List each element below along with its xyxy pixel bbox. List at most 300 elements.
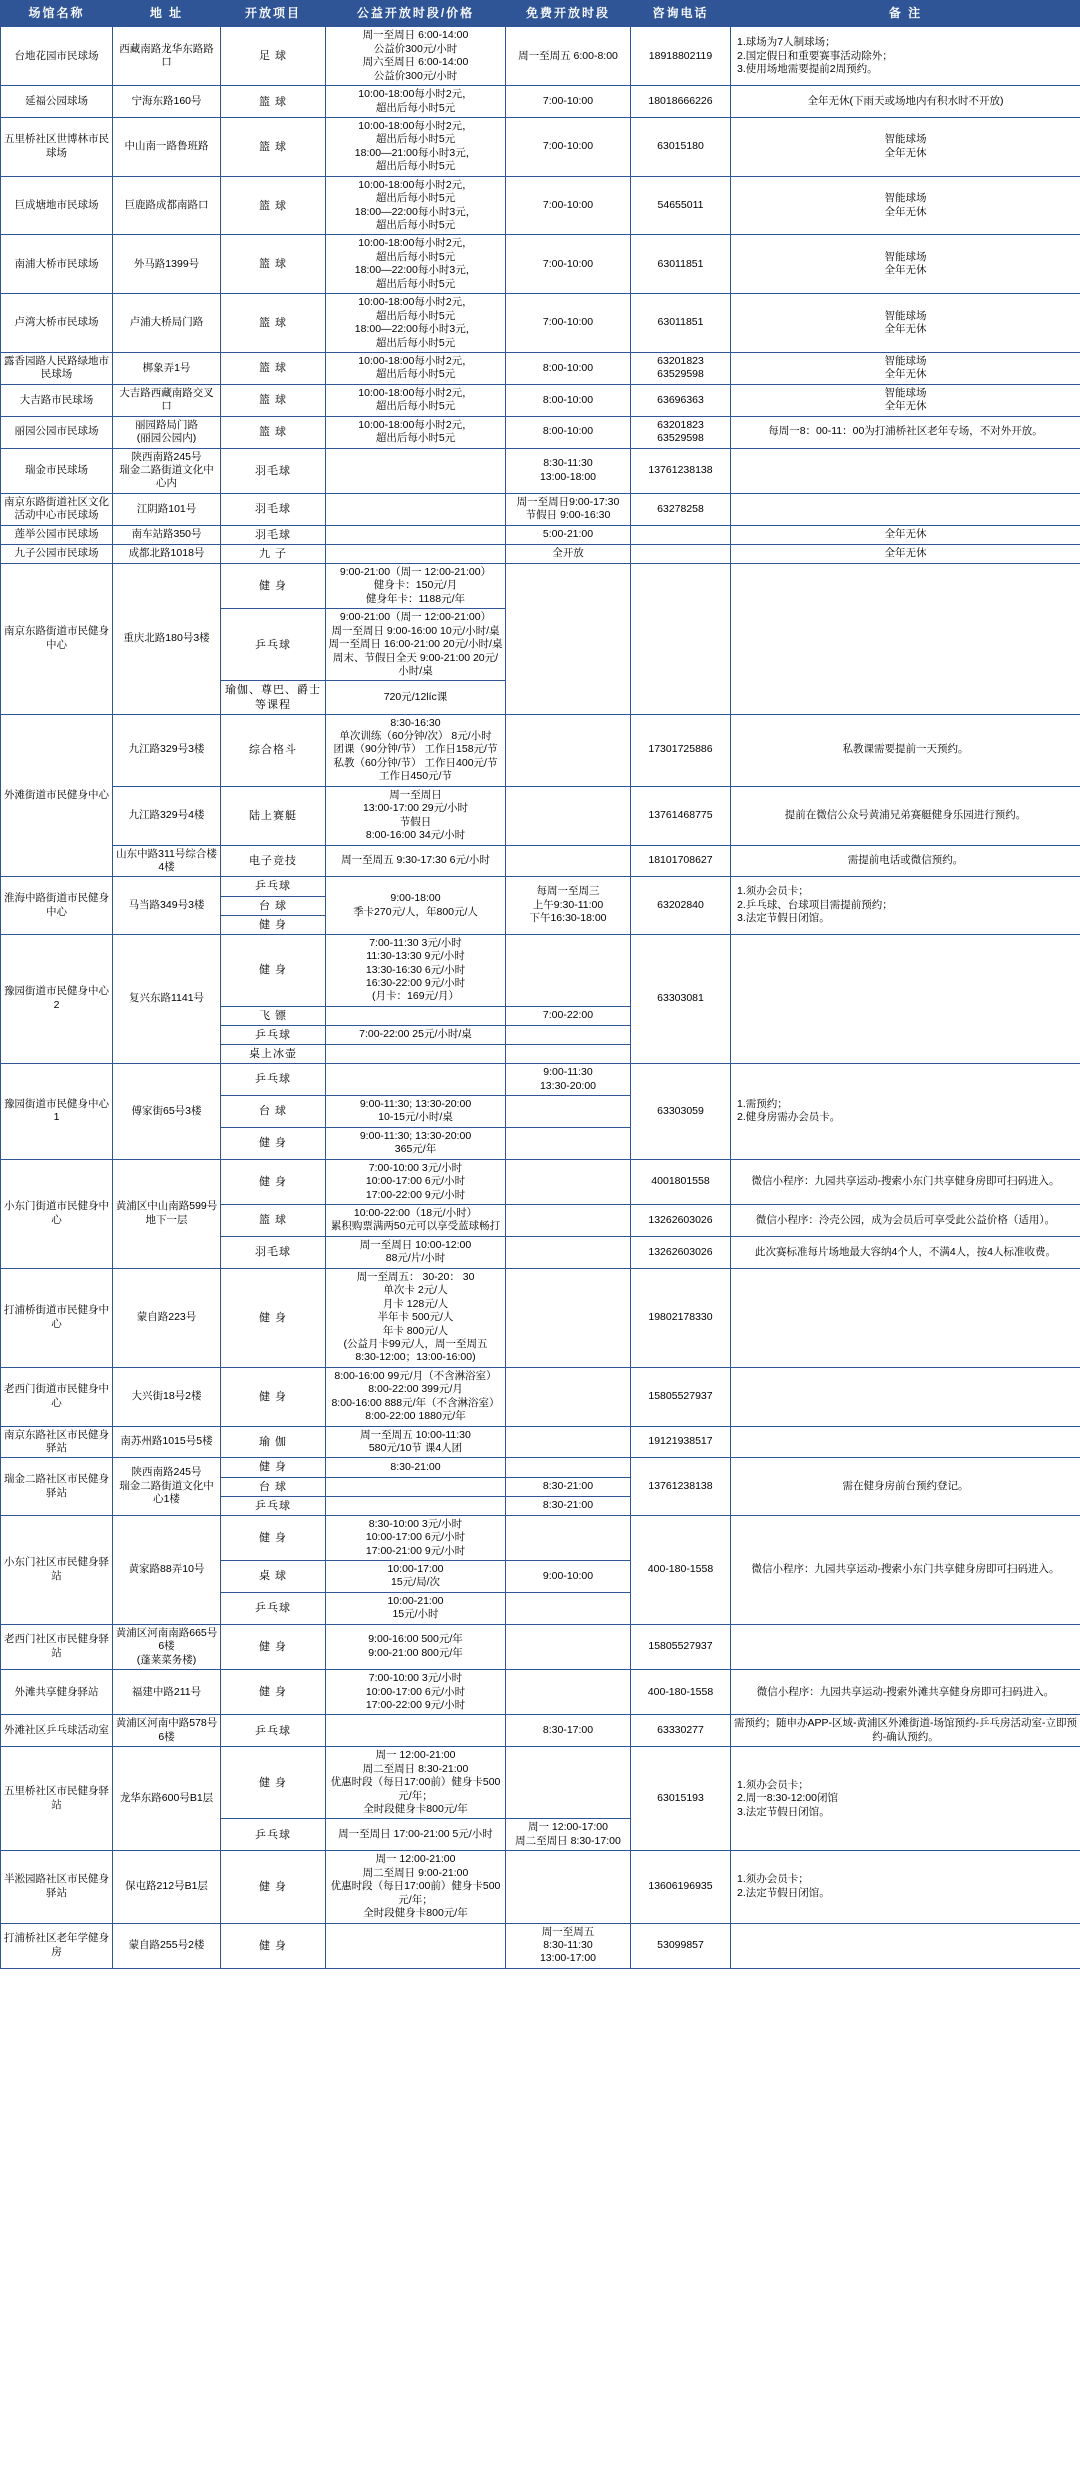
- cell-phone: 63303081: [631, 934, 731, 1063]
- table-row: [1, 1458, 1080, 1477]
- cell-item: 乒乓球: [221, 877, 326, 896]
- header-address: 地 址: [113, 1, 221, 27]
- cell-venue-name: 丽园公园市民球场: [1, 416, 113, 448]
- cell-venue-name: 小东门街道市民健身中心: [1, 1159, 113, 1268]
- cell-phone: 13606196935: [631, 1851, 731, 1923]
- cell-phone: 4001801558: [631, 1159, 731, 1204]
- cell-item: 篮 球: [221, 235, 326, 294]
- cell-note: 1.球场为7人制球场； 2.国定假日和重要赛事活动除外； 3.使用场地需要提前2周预约。: [731, 27, 1080, 86]
- cell-phone: 63011851: [631, 294, 731, 353]
- cell-price: 10:00-18:00每小时2元， 超出后每小时5元 18:00—21:00每小时3元， 超出后每小时5元: [326, 117, 506, 176]
- cell-item: 健 身: [221, 1515, 326, 1560]
- cell-free-time: 5:00-21:00: [506, 525, 631, 544]
- cell-free-time: 7:00-10:00: [506, 86, 631, 118]
- cell-item: 飞 镖: [221, 1006, 326, 1025]
- cell-phone: 13761238138: [631, 1458, 731, 1515]
- cell-free-time: [506, 1458, 631, 1477]
- cell-address: 蒙自路223号: [113, 1268, 221, 1367]
- cell-price: 8:30-21:00: [326, 1458, 506, 1477]
- cell-phone: 18101708627: [631, 845, 731, 877]
- cell-item: 篮 球: [221, 416, 326, 448]
- cell-note: 需在健身房前台预约登记。: [731, 1458, 1080, 1515]
- cell-free-time: 8:30-21:00: [506, 1496, 631, 1515]
- cell-free-time: 9:00-10:00: [506, 1561, 631, 1593]
- cell-address: 南车站路350号: [113, 525, 221, 544]
- cell-address: 陕西南路245号 瑞金二路街道文化中心1楼: [113, 1458, 221, 1515]
- cell-venue-name: 南浦大桥市民球场: [1, 235, 113, 294]
- cell-note: 微信小程序：泠壳公园，成为会员后可享受此公益价格（适用）。: [731, 1205, 1080, 1237]
- cell-phone: 18018666226: [631, 86, 731, 118]
- cell-venue-name: 卢湾大桥市民球场: [1, 294, 113, 353]
- cell-price: [326, 1923, 506, 1968]
- cell-price: 7:00-10:00 3元/小时 10:00-17:00 6元/小时 17:00-22:00 9元/小时: [326, 1670, 506, 1715]
- cell-price: 9:00-21:00（周一 12:00-21:00） 周一至周日 9:00-16:00 10元/小时/桌 周一至周日 16:00-21:00 20元/小时/桌 周末、节假日全天 9:00-21:00 20元/小时/桌: [326, 609, 506, 681]
- table-row: [1, 493, 1080, 525]
- cell-phone: 63015193: [631, 1747, 731, 1851]
- cell-price: [326, 1477, 506, 1496]
- cell-free-time: [506, 1670, 631, 1715]
- cell-price: 10:00-22:00（18元/小时） 累积购票满两50元可以享受蓝球畅打: [326, 1205, 506, 1237]
- cell-free-time: [506, 714, 631, 786]
- cell-price: 周一 12:00-21:00 周二至周日 9:00-21:00 优惠时段（每日17:00前）健身卡500元/年； 全时段健身卡800元/年: [326, 1851, 506, 1923]
- cell-phone: 63201823 63529598: [631, 352, 731, 384]
- cell-free-time: 全开放: [506, 544, 631, 563]
- cell-phone: 63015180: [631, 117, 731, 176]
- cell-note: 智能球场 全年无休: [731, 352, 1080, 384]
- cell-item: 陆上赛艇: [221, 786, 326, 845]
- cell-phone: 13761238138: [631, 448, 731, 493]
- cell-free-time: [506, 786, 631, 845]
- header-name: 场馆名称: [1, 1, 113, 27]
- cell-venue-name: 半淞园路社区市民健身驿站: [1, 1851, 113, 1923]
- cell-price: 10:00-18:00每小时2元， 超出后每小时5元: [326, 416, 506, 448]
- cell-note: 全年无休(下雨天或场地内有积水时不开放): [731, 86, 1080, 118]
- cell-venue-name: 豫园街道市民健身中心2: [1, 934, 113, 1063]
- cell-address: 大兴街18号2楼: [113, 1367, 221, 1426]
- cell-item: 健 身: [221, 1747, 326, 1819]
- cell-note: 微信小程序：九园共享运动-搜索外滩共享健身房即可扫码进入。: [731, 1670, 1080, 1715]
- cell-phone: 19121938517: [631, 1426, 731, 1458]
- cell-address: 宁海东路160号: [113, 86, 221, 118]
- cell-venue-name: 外滩街道市民健身中心: [1, 714, 113, 877]
- table-row: [1, 1923, 1080, 1968]
- cell-address: 成都北路1018号: [113, 544, 221, 563]
- cell-free-time: 9:00-11:30 13:30-20:00: [506, 1064, 631, 1096]
- header-price: 公益开放时段/价格: [326, 1, 506, 27]
- cell-item: 篮 球: [221, 1205, 326, 1237]
- cell-price: 9:00-21:00（周一 12:00-21:00） 健身卡：150元/月 健身年卡：1188元/年: [326, 563, 506, 608]
- cell-phone: [631, 544, 731, 563]
- cell-price: [326, 1045, 506, 1064]
- cell-free-time: 8:30-11:30 13:00-18:00: [506, 448, 631, 493]
- cell-phone: 18918802119: [631, 27, 731, 86]
- cell-price: 7:00-22:00 25元/小时/桌: [326, 1025, 506, 1044]
- cell-phone: 63201823 63529598: [631, 416, 731, 448]
- table-row: [1, 786, 1080, 845]
- table-row: [1, 1851, 1080, 1923]
- table-row: [1, 235, 1080, 294]
- cell-item: 篮 球: [221, 384, 326, 416]
- cell-free-time: 周一至周五 8:30-11:30 13:00-17:00: [506, 1923, 631, 1968]
- cell-venue-name: 老西门街道市民健身中心: [1, 1367, 113, 1426]
- cell-venue-name: 大吉路市民球场: [1, 384, 113, 416]
- cell-address: 黄浦区河南中路578号6楼: [113, 1715, 221, 1747]
- cell-item: 健 身: [221, 934, 326, 1006]
- cell-phone: 15805527937: [631, 1367, 731, 1426]
- cell-venue-name: 老西门社区市民健身驿站: [1, 1624, 113, 1669]
- cell-item: 乒乓球: [221, 1025, 326, 1044]
- table-row: [1, 1268, 1080, 1367]
- cell-price: 周一 12:00-21:00 周二至周日 8:30-21:00 优惠时段（每日17:00前）健身卡500元/年； 全时段健身卡800元/年: [326, 1747, 506, 1819]
- cell-address: 黄浦区河南南路665号6楼 (蓬莱菜务楼): [113, 1624, 221, 1669]
- table-row: [1, 1515, 1080, 1560]
- cell-price: 8:30-16:30 单次训练（60分钟/次） 8元/小时 团课（90分钟/节） 工作日158元/节 私教（60分钟/节） 工作日400元/节 工作日450元/节: [326, 714, 506, 786]
- cell-note: [731, 1268, 1080, 1367]
- cell-venue-name: 瑞金二路社区市民健身驿站: [1, 1458, 113, 1515]
- cell-free-time: [506, 1025, 631, 1044]
- table-row: [1, 416, 1080, 448]
- cell-address: 傅家街65号3楼: [113, 1064, 221, 1160]
- cell-free-time: 7:00-10:00: [506, 176, 631, 235]
- cell-free-time: [506, 1367, 631, 1426]
- cell-free-time: [506, 1045, 631, 1064]
- cell-price: 10:00-18:00每小时2元， 超出后每小时5元: [326, 384, 506, 416]
- cell-free-time: [506, 1624, 631, 1669]
- cell-address: 外马路1399号: [113, 235, 221, 294]
- cell-venue-name: 南京东路街道市民健身中心: [1, 563, 113, 714]
- cell-item: 健 身: [221, 915, 326, 934]
- cell-free-time: [506, 1205, 631, 1237]
- cell-phone: 63330277: [631, 1715, 731, 1747]
- cell-venue-name: 五里桥社区市民健身驿站: [1, 1747, 113, 1851]
- cell-address: 复兴东路1141号: [113, 934, 221, 1063]
- cell-price: 周一至周五 10:00-11:30 580元/10节 课4人团: [326, 1426, 506, 1458]
- cell-free-time: 7:00-22:00: [506, 1006, 631, 1025]
- cell-venue-name: 瑞金市民球场: [1, 448, 113, 493]
- cell-price: 9:00-11:30; 13:30-20:00 365元/年: [326, 1127, 506, 1159]
- cell-item: 台 球: [221, 1477, 326, 1496]
- cell-price: 9:00-11:30; 13:30-20:00 10-15元/小时/桌: [326, 1095, 506, 1127]
- cell-venue-name: 南京东路社区市民健身驿站: [1, 1426, 113, 1458]
- cell-note: [731, 448, 1080, 493]
- cell-free-time: 7:00-10:00: [506, 294, 631, 353]
- cell-free-time: [506, 1426, 631, 1458]
- cell-item: 健 身: [221, 1851, 326, 1923]
- cell-venue-name: 延福公园球场: [1, 86, 113, 118]
- cell-item: 篮 球: [221, 86, 326, 118]
- cell-item: 乒乓球: [221, 1064, 326, 1096]
- table-row: [1, 294, 1080, 353]
- cell-price: 9:00-18:00 季卡270元/人，年800元/人: [326, 877, 506, 934]
- cell-item: 羽毛球: [221, 1236, 326, 1268]
- cell-item: 篮 球: [221, 117, 326, 176]
- cell-item: 健 身: [221, 1367, 326, 1426]
- cell-price: 720元/12líc课: [326, 681, 506, 714]
- cell-price: 10:00-18:00每小时2元， 超出后每小时5元 18:00—22:00每小时3元， 超出后每小时5元: [326, 294, 506, 353]
- cell-address: 马当路349号3楼: [113, 877, 221, 934]
- cell-address: 陕西南路245号 瑞金二路街道文化中心内: [113, 448, 221, 493]
- table-row: [1, 352, 1080, 384]
- table-row: [1, 845, 1080, 877]
- cell-free-time: [506, 845, 631, 877]
- cell-price: 周一至周五 9:30-17:30 6元/小时: [326, 845, 506, 877]
- cell-note: 每周一8：00-11：00为打浦桥社区老年专场，不对外开放。: [731, 416, 1080, 448]
- cell-phone: 63011851: [631, 235, 731, 294]
- cell-item: 健 身: [221, 1268, 326, 1367]
- cell-item: 健 身: [221, 1670, 326, 1715]
- cell-note: 智能球场 全年无休: [731, 117, 1080, 176]
- cell-price: 10:00-18:00每小时2元， 超出后每小时5元: [326, 352, 506, 384]
- cell-item: 健 身: [221, 1458, 326, 1477]
- cell-price: [326, 544, 506, 563]
- cell-price: 10:00-21:00 15元/小时: [326, 1592, 506, 1624]
- cell-note: 智能球场 全年无休: [731, 384, 1080, 416]
- cell-price: [326, 525, 506, 544]
- cell-free-time: 8:00-10:00: [506, 352, 631, 384]
- cell-phone: 17301725886: [631, 714, 731, 786]
- cell-note: 1.需预约； 2.健身房需办会员卡。: [731, 1064, 1080, 1160]
- cell-note: 1.须办会员卡； 2.乒乓球、台球项目需提前预约； 3.法定节假日闭馆。: [731, 877, 1080, 934]
- cell-item: 九 子: [221, 544, 326, 563]
- cell-item: 乒乓球: [221, 1496, 326, 1515]
- cell-phone: 53099857: [631, 1923, 731, 1968]
- cell-free-time: 8:30-21:00: [506, 1477, 631, 1496]
- cell-phone: 63696363: [631, 384, 731, 416]
- cell-item: 篮 球: [221, 176, 326, 235]
- cell-free-time: 周一至周日9:00-17:30 节假日 9:00-16:30: [506, 493, 631, 525]
- cell-item: 羽毛球: [221, 493, 326, 525]
- cell-phone: 13262603026: [631, 1205, 731, 1237]
- cell-price: [326, 1064, 506, 1096]
- cell-note: [731, 493, 1080, 525]
- cell-free-time: 周一至周五 6:00-8:00: [506, 27, 631, 86]
- table-row: [1, 563, 1080, 608]
- table-row: [1, 877, 1080, 896]
- cell-note: [731, 934, 1080, 1063]
- cell-item: 篮 球: [221, 352, 326, 384]
- cell-venue-name: 打浦桥街道市民健身中心: [1, 1268, 113, 1367]
- cell-note: [731, 1624, 1080, 1669]
- cell-note: [731, 1426, 1080, 1458]
- cell-note: [731, 1923, 1080, 1968]
- cell-price: 7:00-11:30 3元/小时 11:30-13:30 9元/小时 13:30-16:30 6元/小时 16:30-22:00 9元/小时 (月卡：169元/月）: [326, 934, 506, 1006]
- cell-note: 1.须办会员卡； 2.周一8:30-12:00闭馆 3.法定节假日闭馆。: [731, 1747, 1080, 1851]
- table-row: [1, 448, 1080, 493]
- cell-free-time: [506, 563, 631, 714]
- cell-price: 10:00-17:00 15元/局/次: [326, 1561, 506, 1593]
- cell-price: [326, 1715, 506, 1747]
- header-free-time: 免费开放时段: [506, 1, 631, 27]
- cell-item: 篮 球: [221, 294, 326, 353]
- cell-item: 乒乓球: [221, 1819, 326, 1851]
- cell-venue-name: 露香园路人民路绿地市民球场: [1, 352, 113, 384]
- cell-address: 重庆北路180号3楼: [113, 563, 221, 714]
- cell-venue-name: 南京东路街道社区文化活动中心市民球场: [1, 493, 113, 525]
- cell-venue-name: 外滩共享健身驿站: [1, 1670, 113, 1715]
- cell-address: 蒙自路255号2楼: [113, 1923, 221, 1968]
- cell-address: 巨鹿路成都南路口: [113, 176, 221, 235]
- cell-price: 8:00-16:00 99元/月（不含淋浴室） 8:00-22:00 399元/月 8:00-16:00 888元/年（不含淋浴室） 8:00-22:00 1880元/年: [326, 1367, 506, 1426]
- cell-phone: 63278258: [631, 493, 731, 525]
- table-body: [1, 27, 1080, 1968]
- cell-price: 周一至周日 13:00-17:00 29元/小时 节假日 8:00-16:00 34元/小时: [326, 786, 506, 845]
- cell-free-time: 8:00-10:00: [506, 384, 631, 416]
- cell-venue-name: 巨成塘地市民球场: [1, 176, 113, 235]
- table-row: [1, 544, 1080, 563]
- table-row: [1, 1159, 1080, 1204]
- cell-phone: 15805527937: [631, 1624, 731, 1669]
- cell-address: 山东中路311号综合楼4楼: [113, 845, 221, 877]
- cell-price: [326, 1006, 506, 1025]
- cell-venue-name: 小东门社区市民健身驿站: [1, 1515, 113, 1624]
- header-note: 备 注: [731, 1, 1080, 27]
- cell-address: 梆象弄1号: [113, 352, 221, 384]
- cell-venue-name: 九子公园市民球场: [1, 544, 113, 563]
- cell-note: 智能球场 全年无休: [731, 235, 1080, 294]
- cell-address: 江阴路101号: [113, 493, 221, 525]
- cell-note: 此次赛标准每片场地最大容纳4个人，不满4人，按4人标准收费。: [731, 1236, 1080, 1268]
- cell-item: 健 身: [221, 1159, 326, 1204]
- cell-item: 羽毛球: [221, 525, 326, 544]
- cell-venue-name: 打浦桥社区老年学健身房: [1, 1923, 113, 1968]
- cell-item: 瑜伽、尊巴、爵士等课程: [221, 681, 326, 714]
- table-row: [1, 1670, 1080, 1715]
- table-row: [1, 86, 1080, 118]
- cell-address: 保屯路212号B1层: [113, 1851, 221, 1923]
- table-row: [1, 176, 1080, 235]
- cell-note: 需提前电话或微信预约。: [731, 845, 1080, 877]
- cell-item: 桌 球: [221, 1561, 326, 1593]
- cell-phone: [631, 525, 731, 544]
- cell-item: 足 球: [221, 27, 326, 86]
- cell-note: 全年无休: [731, 544, 1080, 563]
- cell-free-time: [506, 1592, 631, 1624]
- cell-note: 1.须办会员卡； 2.法定节假日闭馆。: [731, 1851, 1080, 1923]
- cell-free-time: 7:00-10:00: [506, 235, 631, 294]
- cell-note: 微信小程序：九园共享运动-搜索小东门共享健身房即可扫码进入。: [731, 1159, 1080, 1204]
- cell-price: 周一至周五： 30-20： 30 单次卡 2元/人 月卡 128元/人 半年卡 500元/人 年卡 800元/人 (公益月卡99元/人，周一至周五 8:30-12:00；13:00-16:00): [326, 1268, 506, 1367]
- cell-note: 需预约；随申办APP-区域-黄浦区外滩街道-场馆预约-乒乓房活动室-立即预约-确认预约。: [731, 1715, 1080, 1747]
- cell-price: 10:00-18:00每小时2元， 超出后每小时5元 18:00—22:00每小时3元， 超出后每小时5元: [326, 176, 506, 235]
- cell-address: 南苏州路1015号5楼: [113, 1426, 221, 1458]
- cell-free-time: 周一 12:00-17:00 周二至周日 8:30-17:00: [506, 1819, 631, 1851]
- cell-free-time: [506, 1747, 631, 1819]
- table-row: [1, 714, 1080, 786]
- cell-price: [326, 448, 506, 493]
- cell-price: 10:00-18:00每小时2元， 超出后每小时5元 18:00—22:00每小时3元， 超出后每小时5元: [326, 235, 506, 294]
- cell-free-time: 8:00-10:00: [506, 416, 631, 448]
- cell-item: 台 球: [221, 896, 326, 915]
- cell-price: 8:30-10:00 3元/小时 10:00-17:00 6元/小时 17:00-21:00 9元/小时: [326, 1515, 506, 1560]
- cell-note: 私教课需要提前一天预约。: [731, 714, 1080, 786]
- cell-venue-name: 外滩社区乒乓球活动室: [1, 1715, 113, 1747]
- table-row: [1, 1367, 1080, 1426]
- cell-venue-name: 豫园街道市民健身中心1: [1, 1064, 113, 1160]
- cell-item: 健 身: [221, 1923, 326, 1968]
- table-row: [1, 934, 1080, 1006]
- table-row: [1, 27, 1080, 86]
- cell-item: 瑜 伽: [221, 1426, 326, 1458]
- cell-phone: 19802178330: [631, 1268, 731, 1367]
- header-item: 开放项目: [221, 1, 326, 27]
- cell-address: 黄家路88弄10号: [113, 1515, 221, 1624]
- cell-price: 10:00-18:00每小时2元， 超出后每小时5元: [326, 86, 506, 118]
- cell-free-time: 8:30-17:00: [506, 1715, 631, 1747]
- cell-address: 大吉路西藏南路交叉口: [113, 384, 221, 416]
- cell-price: [326, 1496, 506, 1515]
- cell-item: 健 身: [221, 563, 326, 608]
- table-row: [1, 117, 1080, 176]
- cell-item: 乒乓球: [221, 609, 326, 681]
- cell-phone: 54655011: [631, 176, 731, 235]
- cell-phone: 63303059: [631, 1064, 731, 1160]
- table-row: [1, 1624, 1080, 1669]
- cell-item: 电子竞技: [221, 845, 326, 877]
- cell-free-time: [506, 934, 631, 1006]
- cell-free-time: [506, 1268, 631, 1367]
- cell-item: 乒乓球: [221, 1592, 326, 1624]
- cell-phone: 13262603026: [631, 1236, 731, 1268]
- cell-phone: 400-180-1558: [631, 1515, 731, 1624]
- cell-address: 龙华东路600号B1层: [113, 1747, 221, 1851]
- header-phone: 咨询电话: [631, 1, 731, 27]
- cell-phone: [631, 563, 731, 714]
- cell-free-time: [506, 1515, 631, 1560]
- cell-item: 羽毛球: [221, 448, 326, 493]
- table-row: [1, 525, 1080, 544]
- table-row: [1, 1715, 1080, 1747]
- cell-phone: 63202840: [631, 877, 731, 934]
- cell-venue-name: 台地花园市民球场: [1, 27, 113, 86]
- cell-item: 健 身: [221, 1624, 326, 1669]
- cell-venue-name: 淮海中路街道市民健身中心: [1, 877, 113, 934]
- cell-address: 九江路329号4楼: [113, 786, 221, 845]
- cell-note: 智能球场 全年无休: [731, 176, 1080, 235]
- cell-price: 周一至周日 10:00-12:00 88元/片/小时: [326, 1236, 506, 1268]
- table-row: [1, 384, 1080, 416]
- cell-address: 丽园路局门路 (丽园公园内): [113, 416, 221, 448]
- cell-note: 智能球场 全年无休: [731, 294, 1080, 353]
- cell-address: 中山南一路鲁班路: [113, 117, 221, 176]
- cell-free-time: [506, 1159, 631, 1204]
- cell-price: 周一至周日 17:00-21:00 5元/小时: [326, 1819, 506, 1851]
- table-row: [1, 1747, 1080, 1819]
- cell-price: 周一至周日 6:00-14:00 公益价300元/小时 周六至周日 6:00-14:00 公益价300元/小时: [326, 27, 506, 86]
- cell-phone: 13761468775: [631, 786, 731, 845]
- cell-venue-name: 五里桥社区世博林市民球场: [1, 117, 113, 176]
- cell-note: 提前在微信公众号黄浦兄弟赛艇健身乐园进行预约。: [731, 786, 1080, 845]
- cell-address: 九江路329号3楼: [113, 714, 221, 786]
- cell-address: 西藏南路龙华东路路口: [113, 27, 221, 86]
- cell-item: 台 球: [221, 1095, 326, 1127]
- cell-address: 福建中路211号: [113, 1670, 221, 1715]
- cell-free-time: [506, 1236, 631, 1268]
- cell-item: 综合格斗: [221, 714, 326, 786]
- cell-note: 微信小程序：九园共享运动-搜索小东门共享健身房即可扫码进入。: [731, 1515, 1080, 1624]
- cell-price: [326, 493, 506, 525]
- table-header-row: [1, 1, 1080, 27]
- cell-free-time: 7:00-10:00: [506, 117, 631, 176]
- cell-item: 桌上冰壶: [221, 1045, 326, 1064]
- cell-free-time: [506, 1851, 631, 1923]
- cell-venue-name: 莲举公园市民球场: [1, 525, 113, 544]
- table-row: [1, 1426, 1080, 1458]
- cell-item: 健 身: [221, 1127, 326, 1159]
- cell-price: 9:00-16:00 500元/年 9:00-21:00 800元/年: [326, 1624, 506, 1669]
- cell-note: [731, 1367, 1080, 1426]
- cell-free-time: [506, 1127, 631, 1159]
- cell-price: 7:00-10:00 3元/小时 10:00-17:00 6元/小时 17:00-22:00 9元/小时: [326, 1159, 506, 1204]
